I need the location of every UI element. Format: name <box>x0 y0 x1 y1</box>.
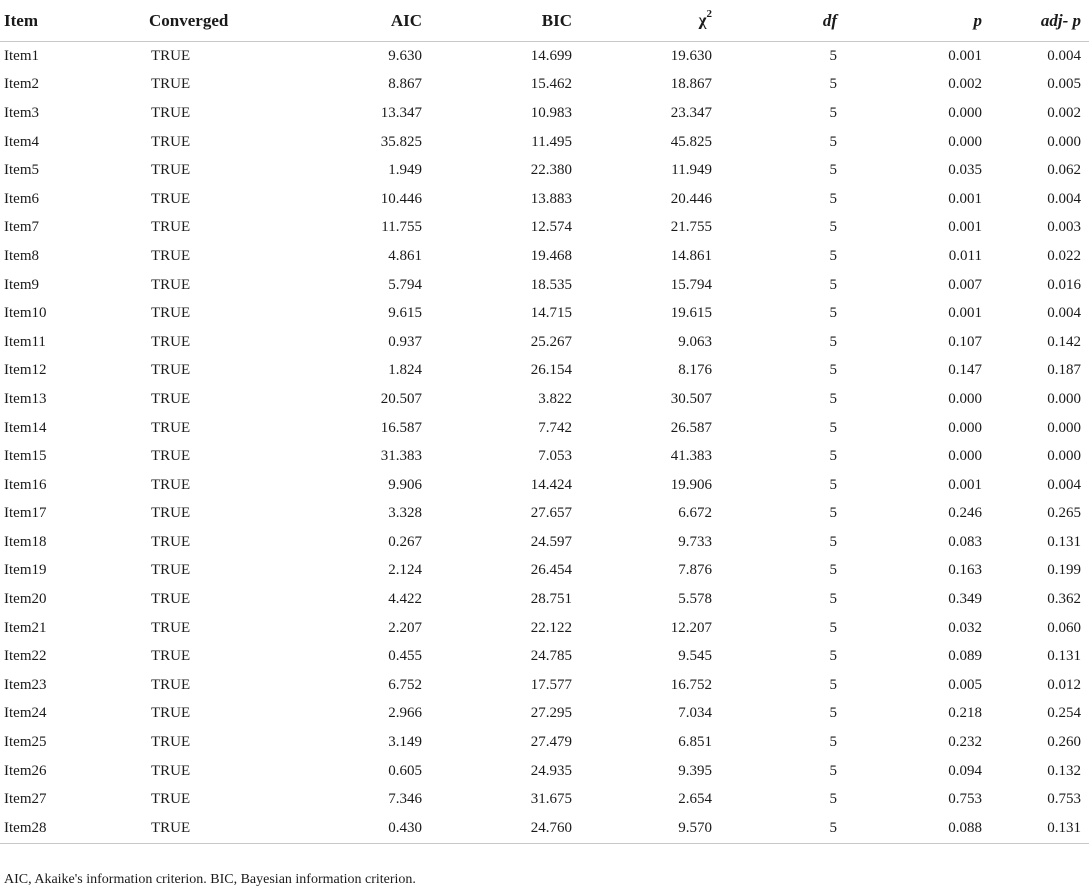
cell-p: 0.083 <box>948 533 982 550</box>
cell-converged: TRUE <box>151 505 191 522</box>
cell-chi-square: 20.446 <box>670 190 712 207</box>
cell-chi-square: 16.752 <box>670 676 712 693</box>
table-row <box>0 814 1089 843</box>
cell-df: 5 <box>829 676 837 693</box>
cell-converged: TRUE <box>151 705 191 722</box>
cell-adj-p: 0.000 <box>1047 390 1081 407</box>
cell-adj-p: 0.362 <box>1047 591 1081 608</box>
header-converged: Converged <box>145 0 290 42</box>
cell-converged: TRUE <box>151 190 191 207</box>
cell-bic: 14.715 <box>530 305 572 322</box>
cell-converged: TRUE <box>151 591 191 608</box>
header-adj-p: adj- p <box>990 0 1089 42</box>
cell-aic: 10.446 <box>380 190 422 207</box>
header-chi-symbol: χ <box>698 10 707 30</box>
cell-aic: 13.347 <box>380 104 422 121</box>
cell-p: 0.107 <box>948 333 982 350</box>
cell-df: 5 <box>829 390 837 407</box>
cell-adj-p: 0.012 <box>1047 676 1081 693</box>
cell-df: 5 <box>829 419 837 436</box>
table-row <box>0 557 1089 586</box>
cell-item: Item12 <box>4 362 47 379</box>
cell-bic: 13.883 <box>530 190 572 207</box>
cell-df: 5 <box>829 448 837 465</box>
cell-df: 5 <box>829 333 837 350</box>
cell-item: Item18 <box>4 533 47 550</box>
cell-p: 0.246 <box>948 505 982 522</box>
cell-p: 0.000 <box>948 133 982 150</box>
table-row <box>0 242 1089 271</box>
cell-chi-square: 9.570 <box>580 814 720 843</box>
cell-adj-p: 0.260 <box>1047 734 1081 751</box>
header-bic: BIC <box>430 0 580 42</box>
cell-converged: TRUE <box>151 476 191 493</box>
cell-chi-square: 23.347 <box>670 104 712 121</box>
cell-converged: TRUE <box>151 648 191 665</box>
cell-chi-square: 6.672 <box>678 505 712 522</box>
cell-adj-p: 0.131 <box>990 814 1089 843</box>
cell-item: Item10 <box>4 305 47 322</box>
cell-item: Item20 <box>4 591 47 608</box>
cell-item: Item6 <box>4 190 39 207</box>
cell-df: 5 <box>829 219 837 236</box>
cell-p: 0.089 <box>948 648 982 665</box>
cell-item: Item14 <box>4 419 47 436</box>
cell-converged: TRUE <box>151 562 191 579</box>
cell-p: 0.000 <box>948 104 982 121</box>
cell-aic: 0.455 <box>388 648 422 665</box>
cell-chi-square: 19.630 <box>670 47 712 64</box>
cell-bic: 17.577 <box>530 676 572 693</box>
cell-converged: TRUE <box>151 448 191 465</box>
cell-aic: 3.149 <box>388 734 422 751</box>
cell-p: 0.000 <box>948 448 982 465</box>
header-df: df <box>720 0 845 42</box>
table-row <box>0 299 1089 328</box>
cell-bic: 26.454 <box>530 562 572 579</box>
cell-p: 0.000 <box>948 390 982 407</box>
header-item: Item <box>0 0 145 42</box>
cell-chi-square: 9.063 <box>678 333 712 350</box>
cell-converged: TRUE <box>151 133 191 150</box>
cell-converged: TRUE <box>151 676 191 693</box>
cell-adj-p: 0.004 <box>1047 305 1081 322</box>
table-footnote: AIC, Akaike's information criterion. BIC, Bayesian information criterion. <box>4 872 416 887</box>
cell-chi-square: 41.383 <box>670 448 712 465</box>
cell-item: Item15 <box>4 448 47 465</box>
table-row <box>0 99 1089 128</box>
cell-converged: TRUE <box>151 219 191 236</box>
cell-bic: 25.267 <box>530 333 572 350</box>
cell-item: Item16 <box>4 476 47 493</box>
cell-item: Item4 <box>4 133 39 150</box>
cell-converged: TRUE <box>151 533 191 550</box>
cell-chi-square: 8.176 <box>678 362 712 379</box>
header-row <box>0 0 1089 42</box>
cell-converged: TRUE <box>151 419 191 436</box>
cell-aic: 1.949 <box>388 162 422 179</box>
cell-adj-p: 0.004 <box>1047 47 1081 64</box>
cell-item: Item5 <box>4 162 39 179</box>
cell-bic: 11.495 <box>531 133 572 150</box>
cell-p: 0.232 <box>948 734 982 751</box>
cell-aic: 9.906 <box>388 476 422 493</box>
cell-adj-p: 0.004 <box>1047 190 1081 207</box>
cell-p: 0.088 <box>845 814 990 843</box>
cell-converged: TRUE <box>151 762 191 779</box>
table-row <box>0 185 1089 214</box>
cell-converged: TRUE <box>151 390 191 407</box>
cell-adj-p: 0.265 <box>1047 505 1081 522</box>
cell-bic: 24.760 <box>430 814 580 843</box>
cell-df: 5 <box>829 591 837 608</box>
table-row <box>0 728 1089 757</box>
cell-adj-p: 0.753 <box>1047 791 1081 808</box>
table-row <box>0 271 1089 300</box>
cell-bic: 15.462 <box>530 76 572 93</box>
cell-p: 0.002 <box>948 76 982 93</box>
cell-item: Item17 <box>4 505 47 522</box>
cell-df: 5 <box>829 305 837 322</box>
cell-chi-square: 12.207 <box>670 619 712 636</box>
cell-bic: 26.154 <box>530 362 572 379</box>
cell-bic: 24.785 <box>530 648 572 665</box>
table-row <box>0 214 1089 243</box>
cell-bic: 27.295 <box>530 705 572 722</box>
cell-chi-square: 21.755 <box>670 219 712 236</box>
cell-adj-p: 0.000 <box>1047 419 1081 436</box>
cell-chi-square: 7.034 <box>678 705 712 722</box>
table-row <box>0 642 1089 671</box>
cell-df: 5 <box>829 162 837 179</box>
cell-item: Item23 <box>4 676 47 693</box>
cell-adj-p: 0.002 <box>1047 104 1081 121</box>
cell-adj-p: 0.016 <box>1047 276 1081 293</box>
cell-adj-p: 0.142 <box>1047 333 1081 350</box>
cell-df: 5 <box>829 562 837 579</box>
cell-df: 5 <box>829 791 837 808</box>
cell-bic: 27.479 <box>530 734 572 751</box>
cell-adj-p: 0.254 <box>1047 705 1081 722</box>
cell-df: 5 <box>829 734 837 751</box>
cell-p: 0.001 <box>948 47 982 64</box>
header-chi-square <box>580 0 720 42</box>
cell-item: Item11 <box>4 333 46 350</box>
table-row <box>0 614 1089 643</box>
cell-p: 0.005 <box>948 676 982 693</box>
cell-converged: TRUE <box>151 247 191 264</box>
cell-p: 0.011 <box>948 247 982 264</box>
cell-bic: 24.597 <box>530 533 572 550</box>
cell-aic: 0.267 <box>388 533 422 550</box>
cell-bic: 10.983 <box>530 104 572 121</box>
cell-p: 0.147 <box>948 362 982 379</box>
cell-converged: TRUE <box>151 619 191 636</box>
cell-item: Item28 <box>0 814 145 843</box>
cell-bic: 31.675 <box>530 791 572 808</box>
cell-p: 0.163 <box>948 562 982 579</box>
table-header <box>0 0 1089 42</box>
cell-p: 0.007 <box>948 276 982 293</box>
cell-chi-square: 9.733 <box>678 533 712 550</box>
cell-bic: 19.468 <box>530 247 572 264</box>
cell-item: Item22 <box>4 648 47 665</box>
cell-df: 5 <box>829 705 837 722</box>
cell-converged: TRUE <box>151 162 191 179</box>
cell-p: 0.001 <box>948 476 982 493</box>
cell-adj-p: 0.187 <box>1047 362 1081 379</box>
cell-p: 0.032 <box>948 619 982 636</box>
table-row <box>0 671 1089 700</box>
cell-adj-p: 0.131 <box>1047 533 1081 550</box>
cell-df: 5 <box>829 47 837 64</box>
cell-df: 5 <box>829 247 837 264</box>
cell-p: 0.001 <box>948 219 982 236</box>
header-chi-superscript: 2 <box>706 8 712 21</box>
cell-chi-square: 26.587 <box>670 419 712 436</box>
cell-aic: 0.605 <box>388 762 422 779</box>
table-row <box>0 328 1089 357</box>
cell-p: 0.094 <box>948 762 982 779</box>
cell-chi-square: 9.545 <box>678 648 712 665</box>
cell-converged: TRUE <box>151 791 191 808</box>
cell-bic: 14.699 <box>530 47 572 64</box>
header-aic: AIC <box>290 0 430 42</box>
cell-bic: 28.751 <box>530 591 572 608</box>
cell-aic: 1.824 <box>388 362 422 379</box>
cell-aic: 7.346 <box>388 791 422 808</box>
table-row <box>0 585 1089 614</box>
table-row <box>0 128 1089 157</box>
cell-bic: 24.935 <box>530 762 572 779</box>
header-p: p <box>845 0 990 42</box>
cell-adj-p: 0.003 <box>1047 219 1081 236</box>
cell-chi-square: 2.654 <box>678 791 712 808</box>
cell-chi-square: 6.851 <box>678 734 712 751</box>
cell-chi-square: 18.867 <box>670 76 712 93</box>
cell-item: Item3 <box>4 104 39 121</box>
cell-chi-square: 15.794 <box>670 276 712 293</box>
cell-bic: 7.742 <box>538 419 572 436</box>
cell-converged: TRUE <box>151 734 191 751</box>
cell-converged: TRUE <box>151 276 191 293</box>
cell-df: 5 <box>829 533 837 550</box>
cell-converged: TRUE <box>151 104 191 121</box>
cell-chi-square: 7.876 <box>678 562 712 579</box>
cell-item: Item25 <box>4 734 47 751</box>
cell-converged: TRUE <box>151 47 191 64</box>
cell-df: 5 <box>829 76 837 93</box>
cell-df: 5 <box>829 276 837 293</box>
cell-df: 5 <box>829 362 837 379</box>
cell-aic: 3.328 <box>388 505 422 522</box>
table-row <box>0 414 1089 443</box>
table-row <box>0 71 1089 100</box>
cell-df: 5 <box>829 648 837 665</box>
cell-df: 5 <box>829 190 837 207</box>
cell-aic: 9.630 <box>388 47 422 64</box>
table-row <box>0 156 1089 185</box>
cell-chi-square: 14.861 <box>670 247 712 264</box>
cell-adj-p: 0.000 <box>1047 448 1081 465</box>
cell-p: 0.218 <box>948 705 982 722</box>
cell-p: 0.349 <box>948 591 982 608</box>
cell-converged: TRUE <box>151 76 191 93</box>
table-body <box>0 42 1089 844</box>
cell-converged: TRUE <box>151 305 191 322</box>
cell-item: Item26 <box>4 762 47 779</box>
cell-adj-p: 0.005 <box>1047 76 1081 93</box>
cell-df: 5 <box>829 505 837 522</box>
cell-item: Item1 <box>4 47 39 64</box>
cell-df: 5 <box>720 814 845 843</box>
cell-item: Item13 <box>4 390 47 407</box>
cell-item: Item27 <box>4 791 47 808</box>
cell-item: Item24 <box>4 705 47 722</box>
cell-aic: 2.124 <box>388 562 422 579</box>
cell-chi-square: 9.395 <box>678 762 712 779</box>
cell-item: Item19 <box>4 562 47 579</box>
table-row <box>0 357 1089 386</box>
cell-adj-p: 0.132 <box>1047 762 1081 779</box>
table-row <box>0 528 1089 557</box>
table-row <box>0 442 1089 471</box>
cell-item: Item8 <box>4 247 39 264</box>
cell-aic: 35.825 <box>380 133 422 150</box>
cell-bic: 12.574 <box>530 219 572 236</box>
cell-item: Item7 <box>4 219 39 236</box>
cell-adj-p: 0.131 <box>1047 648 1081 665</box>
cell-bic: 27.657 <box>530 505 572 522</box>
cell-aic: 9.615 <box>388 305 422 322</box>
cell-p: 0.035 <box>948 162 982 179</box>
cell-aic: 8.867 <box>388 76 422 93</box>
table-row <box>0 42 1089 71</box>
table-row <box>0 500 1089 529</box>
cell-bic: 22.122 <box>530 619 572 636</box>
table-row <box>0 471 1089 500</box>
cell-aic: 6.752 <box>388 676 422 693</box>
table-row <box>0 785 1089 814</box>
cell-chi-square: 11.949 <box>671 162 712 179</box>
cell-adj-p: 0.000 <box>1047 133 1081 150</box>
cell-adj-p: 0.199 <box>1047 562 1081 579</box>
cell-bic: 22.380 <box>530 162 572 179</box>
cell-converged: TRUE <box>145 814 290 843</box>
cell-aic: 4.861 <box>388 247 422 264</box>
cell-adj-p: 0.060 <box>1047 619 1081 636</box>
cell-chi-square: 19.615 <box>670 305 712 322</box>
cell-adj-p: 0.022 <box>1047 247 1081 264</box>
cell-aic: 16.587 <box>380 419 422 436</box>
cell-df: 5 <box>829 619 837 636</box>
cell-df: 5 <box>829 133 837 150</box>
cell-bic: 14.424 <box>530 476 572 493</box>
table-row <box>0 700 1089 729</box>
cell-aic: 20.507 <box>380 390 422 407</box>
cell-df: 5 <box>829 104 837 121</box>
cell-p: 0.753 <box>948 791 982 808</box>
cell-aic: 2.966 <box>388 705 422 722</box>
cell-aic: 5.794 <box>388 276 422 293</box>
cell-bic: 18.535 <box>530 276 572 293</box>
cell-item: Item21 <box>4 619 47 636</box>
cell-aic: 0.430 <box>290 814 430 843</box>
cell-aic: 31.383 <box>380 448 422 465</box>
cell-chi-square: 45.825 <box>670 133 712 150</box>
cell-aic: 0.937 <box>388 333 422 350</box>
cell-p: 0.000 <box>948 419 982 436</box>
cell-converged: TRUE <box>151 333 191 350</box>
cell-df: 5 <box>829 476 837 493</box>
cell-adj-p: 0.004 <box>1047 476 1081 493</box>
cell-p: 0.001 <box>948 190 982 207</box>
cell-bic: 3.822 <box>538 390 572 407</box>
table-row <box>0 385 1089 414</box>
cell-aic: 11.755 <box>381 219 422 236</box>
cell-df: 5 <box>829 762 837 779</box>
cell-item: Item2 <box>4 76 39 93</box>
cell-aic: 4.422 <box>388 591 422 608</box>
cell-chi-square: 5.578 <box>678 591 712 608</box>
cell-chi-square: 19.906 <box>670 476 712 493</box>
cell-aic: 2.207 <box>388 619 422 636</box>
cell-p: 0.001 <box>948 305 982 322</box>
table-row <box>0 757 1089 786</box>
cell-bic: 7.053 <box>538 448 572 465</box>
cell-item: Item9 <box>4 276 39 293</box>
cell-converged: TRUE <box>151 362 191 379</box>
cell-chi-square: 30.507 <box>670 390 712 407</box>
cell-adj-p: 0.062 <box>1047 162 1081 179</box>
